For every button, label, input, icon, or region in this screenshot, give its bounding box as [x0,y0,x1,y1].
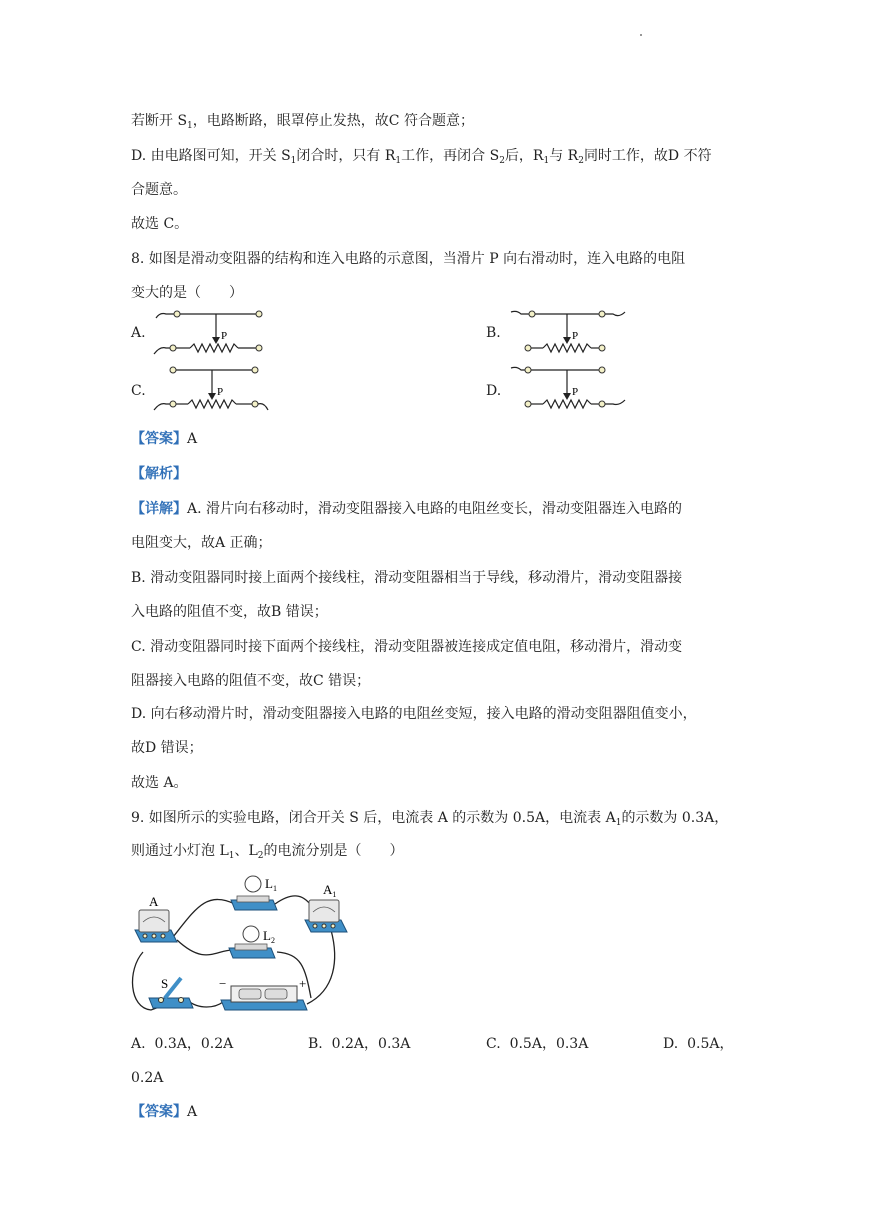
q8-analysis-tag: 【解析】 [131,466,187,482]
answer-tag: 【答案】 [131,431,187,447]
q8-option-d-label: D. [486,383,502,399]
lamp-l2 [229,926,275,958]
q9-stem-line-1: 9. 如图所示的实验电路，闭合开关 S 后，电流表 A 的示数为 0.5A，电流表 $A_1$的示数为 0.3A， [131,810,729,828]
ammeter-a [135,894,177,942]
q8-conclusion: 故选 A。 [131,775,188,791]
q8-answer: 【答案】A [131,431,198,447]
q8-rheostat-d-diagram [505,360,630,414]
battery-plus-label: + [299,976,307,991]
q8-detail-line-3: B. 滑动变阻器同时接上面两个接线柱，滑动变阻器相当于导线，移动滑片，滑动变阻器接 [131,570,683,586]
q9-stem-line-2: 则通过小灯泡 $L_1$、$L_2$的电流分别是（ ） [131,843,404,861]
lamp-l1 [231,876,277,910]
ammeter-a1-label: $A_1$ [323,882,337,899]
lamp-l1-label: $L_1$ [265,876,277,893]
slider-p-label: P [221,330,228,342]
q8-detail-line-6: 阻器接入电路的阻值不变，故C 错误； [131,673,371,689]
switch-s [149,976,193,1008]
slider-p-label: P [572,386,579,398]
q8-option-c-label: C. [131,383,146,399]
q8-detail-line-8: 故D 错误； [131,740,203,756]
q9-answer: 【答案】A [131,1104,198,1120]
q9-circuit-figure [125,870,365,1020]
q8-stem-line-2: 变大的是（ ） [131,285,243,301]
q9-option-c: C. 0.5A，0.3A [486,1036,589,1052]
slider-p-label: P [572,330,579,342]
q8-detail-line-1: 【详解】A. 滑片向右移动时，滑动变阻器接入电路的电阻丝变长，滑动变阻器连入电路的 [131,501,683,517]
q9-option-d: D. 0.5A， [663,1036,734,1052]
prev-analysis-line-3: 合题意。 [131,182,187,198]
q8-detail-line-5: C. 滑动变阻器同时接下面两个接线柱，滑动变阻器被连接成定值电阻，移动滑片，滑动变 [131,639,683,655]
prev-analysis-line-1: 若断开 $S_1$，电路断路，眼罩停止发热，故C 符合题意； [131,113,474,131]
switch-s-label: S [161,976,169,991]
q8-detail-line-7: D. 向右移动滑片时，滑动变阻器接入电路的电阻丝变短，接入电路的滑动变阻器阻值变小， [131,706,697,722]
q8-option-b-label: B. [486,325,501,341]
q9-option-a: A. 0.3A，0.2A [131,1036,234,1052]
ammeter-a-label: A [149,894,159,909]
lamp-l2-label: $L_2$ [263,928,275,945]
q8-option-a-label: A. [131,325,146,341]
q8-rheostat-a-diagram [150,304,275,358]
q9-option-b: B. 0.2A，0.3A [308,1036,411,1052]
q8-detail-line-2: 电阻变大，故A 正确； [131,535,272,551]
battery-minus-label: − [219,976,227,991]
page-mark [640,34,642,36]
prev-analysis-line-2: D. 由电路图可知，开关 $S_1$闭合时，只有 $R_1$工作，再闭合 $S_2$后，$R_1$与 $R_2$同时工作，故D 不符 [131,148,712,166]
q8-rheostat-c-diagram [150,360,275,414]
q9-option-d-wrap: 0.2A [131,1070,164,1086]
q8-rheostat-b-diagram [505,304,630,358]
battery [219,976,307,1010]
detail-tag: 【详解】 [131,501,187,517]
prev-analysis-conclusion: 故选 C。 [131,216,189,232]
answer-tag: 【答案】 [131,1104,187,1120]
slider-p-label: P [217,386,224,398]
q8-stem-line-1: 8. 如图是滑动变阻器的结构和连入电路的示意图，当滑片 P 向右滑动时，连入电路的电阻 [131,251,686,267]
q8-detail-line-4: 入电路的阻值不变，故B 错误； [131,604,328,620]
ammeter-a1 [305,882,347,932]
